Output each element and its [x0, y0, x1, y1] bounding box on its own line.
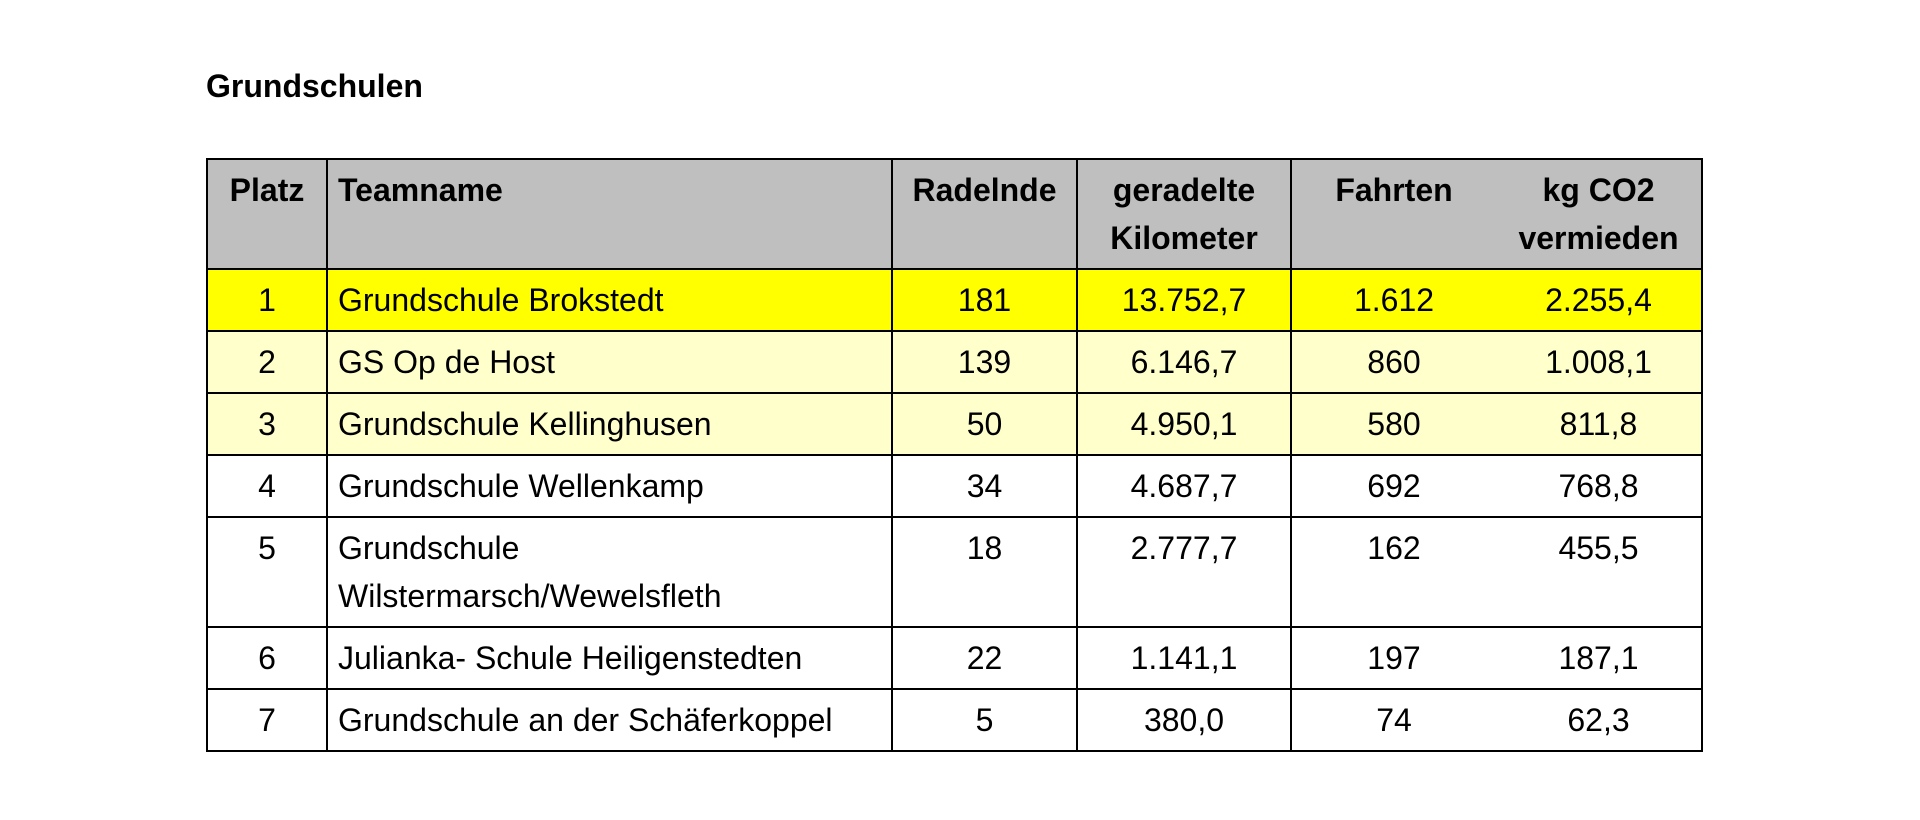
cell-kilometer: 4.687,7 [1077, 455, 1291, 517]
cell-co2: 811,8 [1496, 393, 1702, 455]
cell-platz: 3 [207, 393, 327, 455]
header-fahrten: Fahrten [1291, 159, 1496, 269]
cell-radelnde: 18 [892, 517, 1077, 627]
cell-teamname: GS Op de Host [327, 331, 892, 393]
table-row [207, 517, 1702, 627]
cell-platz: 7 [207, 689, 327, 751]
cell-fahrten: 580 [1291, 393, 1496, 455]
cell-teamname: Grundschule an der Schäferkoppel [327, 689, 892, 751]
table-row [207, 689, 1702, 751]
header-co2 [1496, 159, 1702, 269]
cell-radelnde: 139 [892, 331, 1077, 393]
cell-radelnde: 181 [892, 269, 1077, 331]
cell-fahrten: 692 [1291, 455, 1496, 517]
cell-platz: 6 [207, 627, 327, 689]
cell-co2: 768,8 [1496, 455, 1702, 517]
cell-radelnde: 5 [892, 689, 1077, 751]
cell-teamname: Grundschule Wilstermarsch/Wewelsfleth [327, 517, 892, 627]
table-row [207, 393, 1702, 455]
header-kilometer [1077, 159, 1291, 269]
cell-radelnde: 34 [892, 455, 1077, 517]
ranking-table [206, 158, 1703, 752]
cell-teamname: Julianka- Schule Heiligenstedten [327, 627, 892, 689]
header-teamname: Teamname [327, 159, 892, 269]
cell-platz: 2 [207, 331, 327, 393]
header-kilometer-line2: Kilometer [1110, 220, 1258, 256]
cell-fahrten: 860 [1291, 331, 1496, 393]
cell-radelnde: 50 [892, 393, 1077, 455]
cell-co2: 187,1 [1496, 627, 1702, 689]
table-header-row [207, 159, 1702, 269]
table-row [207, 627, 1702, 689]
cell-platz: 4 [207, 455, 327, 517]
page-heading: Grundschulen [206, 68, 423, 104]
cell-co2: 62,3 [1496, 689, 1702, 751]
cell-co2: 2.255,4 [1496, 269, 1702, 331]
cell-co2: 455,5 [1496, 517, 1702, 627]
cell-teamname: Grundschule Brokstedt [327, 269, 892, 331]
cell-teamname: Grundschule Kellinghusen [327, 393, 892, 455]
header-co2-line1: kg CO2 [1542, 172, 1655, 208]
cell-fahrten: 1.612 [1291, 269, 1496, 331]
cell-kilometer: 4.950,1 [1077, 393, 1291, 455]
cell-co2: 1.008,1 [1496, 331, 1702, 393]
cell-kilometer: 1.141,1 [1077, 627, 1291, 689]
cell-kilometer: 2.777,7 [1077, 517, 1291, 627]
cell-fahrten: 162 [1291, 517, 1496, 627]
cell-teamname: Grundschule Wellenkamp [327, 455, 892, 517]
table-row [207, 269, 1702, 331]
table-row [207, 331, 1702, 393]
header-kilometer-line1: geradelte [1112, 172, 1256, 208]
table-row [207, 455, 1702, 517]
header-radelnde: Radelnde [892, 159, 1077, 269]
cell-kilometer: 380,0 [1077, 689, 1291, 751]
cell-kilometer: 6.146,7 [1077, 331, 1291, 393]
cell-platz: 5 [207, 517, 327, 627]
cell-kilometer: 13.752,7 [1077, 269, 1291, 331]
cell-fahrten: 74 [1291, 689, 1496, 751]
cell-platz: 1 [207, 269, 327, 331]
header-platz: Platz [207, 159, 327, 269]
header-co2-line2: vermieden [1518, 220, 1679, 256]
cell-fahrten: 197 [1291, 627, 1496, 689]
cell-radelnde: 22 [892, 627, 1077, 689]
